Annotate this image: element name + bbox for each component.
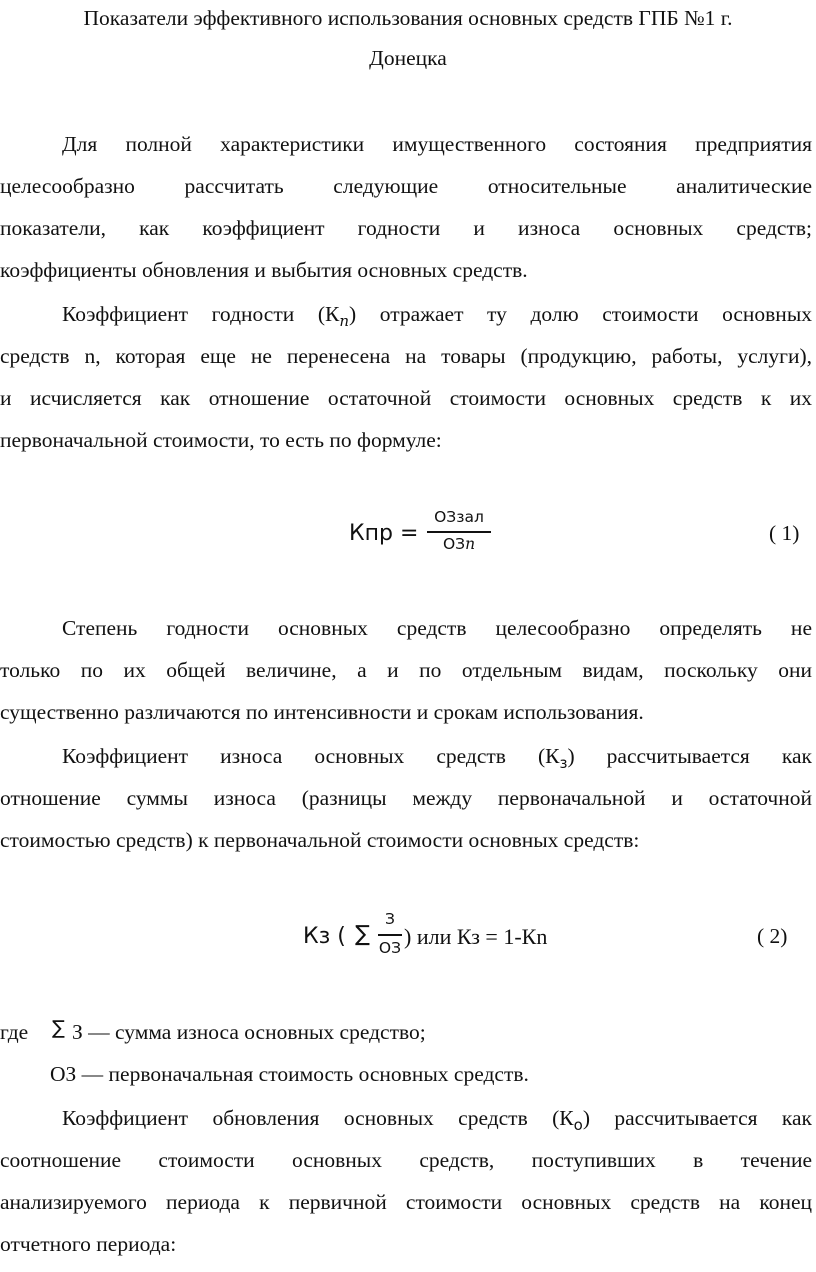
p4-line-2: отношение суммы износа (разницы между первоначальной и остаточной [0,786,812,810]
where-line-1: З — сумма износа основных средство; [72,1020,426,1044]
title-line-1: Показатели эффективного использования основных средств ГПБ №1 г. [83,6,733,30]
formula-1-lhs: Кпр = [349,521,419,546]
p3-line-2: только по их общей величине, а и по отдельным видам, поскольку они [0,658,812,682]
p5-line-4: отчетного периода: [0,1232,177,1256]
formula-2-sum-icon: ∑ [355,922,370,947]
formula-1-fraction-bar [427,531,491,533]
p3-line-3: существенно различаются по интенсивности и срокам использования. [0,700,644,724]
formula-1-numerator: ОЗзал [434,508,484,526]
where-line-2: ОЗ — первоначальная стоимость основных средств. [50,1062,529,1086]
p2-line-2: средств n, которая еще не перенесена на товары (продукцию, работы, услуги), [0,344,812,368]
formula-2-denominator: ОЗ [378,939,402,957]
formula-2-number: ( 2) [757,924,788,948]
p1-line-2: целесообразно рассчитать следующие относительные аналитические [0,174,812,198]
p2-line-4: первоначальной стоимости, то есть по формуле: [0,428,442,452]
formula-2-numerator: З [385,910,395,928]
p5-line-2: соотношение стоимости основных средств, поступивших в течение [0,1148,812,1172]
p5-line-3: анализируемого периода к первичной стоимости основных средств на конец [0,1190,812,1214]
p2-line-1: Коэффициент годности $(К_n)$ отражает ту долю стоимости основных [62,302,813,330]
formula-1-number: ( 1) [769,521,800,545]
p1-line-3: показатели, как коэффициент годности и износа основных средств; [0,216,812,240]
p2-line-3: и исчисляется как отношение остаточной стоимости основных средств к их [0,386,812,410]
formula-1-denominator: ОЗn [442,535,476,553]
where-label: где [0,1020,29,1044]
p5-line-1: Коэффициент обновления основных средств $(К_о)$ рассчитывается как [62,1106,812,1134]
title-line-2: Донецка [369,46,447,70]
formula-2-lhs: Кз ( [303,924,346,949]
p4-line-3: стоимостью средств) к первоначальной стоимости основных средств: [0,828,640,852]
p3-line-1: Степень годности основных средств целесообразно определять не [62,616,812,640]
formula-2-rhs: ) или Кз = 1-Кn [404,924,548,949]
p4-line-1: Коэффициент износа основных средств $(К_з)$ рассчитывается как [62,744,812,772]
formula-2-fraction-bar [378,934,402,936]
p1-line-4: коэффициенты обновления и выбытия основных средств. [0,258,528,282]
where-sum-icon: ∑ [52,1017,65,1039]
p1-line-1: Для полной характеристики имущественного состояния предприятия [62,132,812,156]
